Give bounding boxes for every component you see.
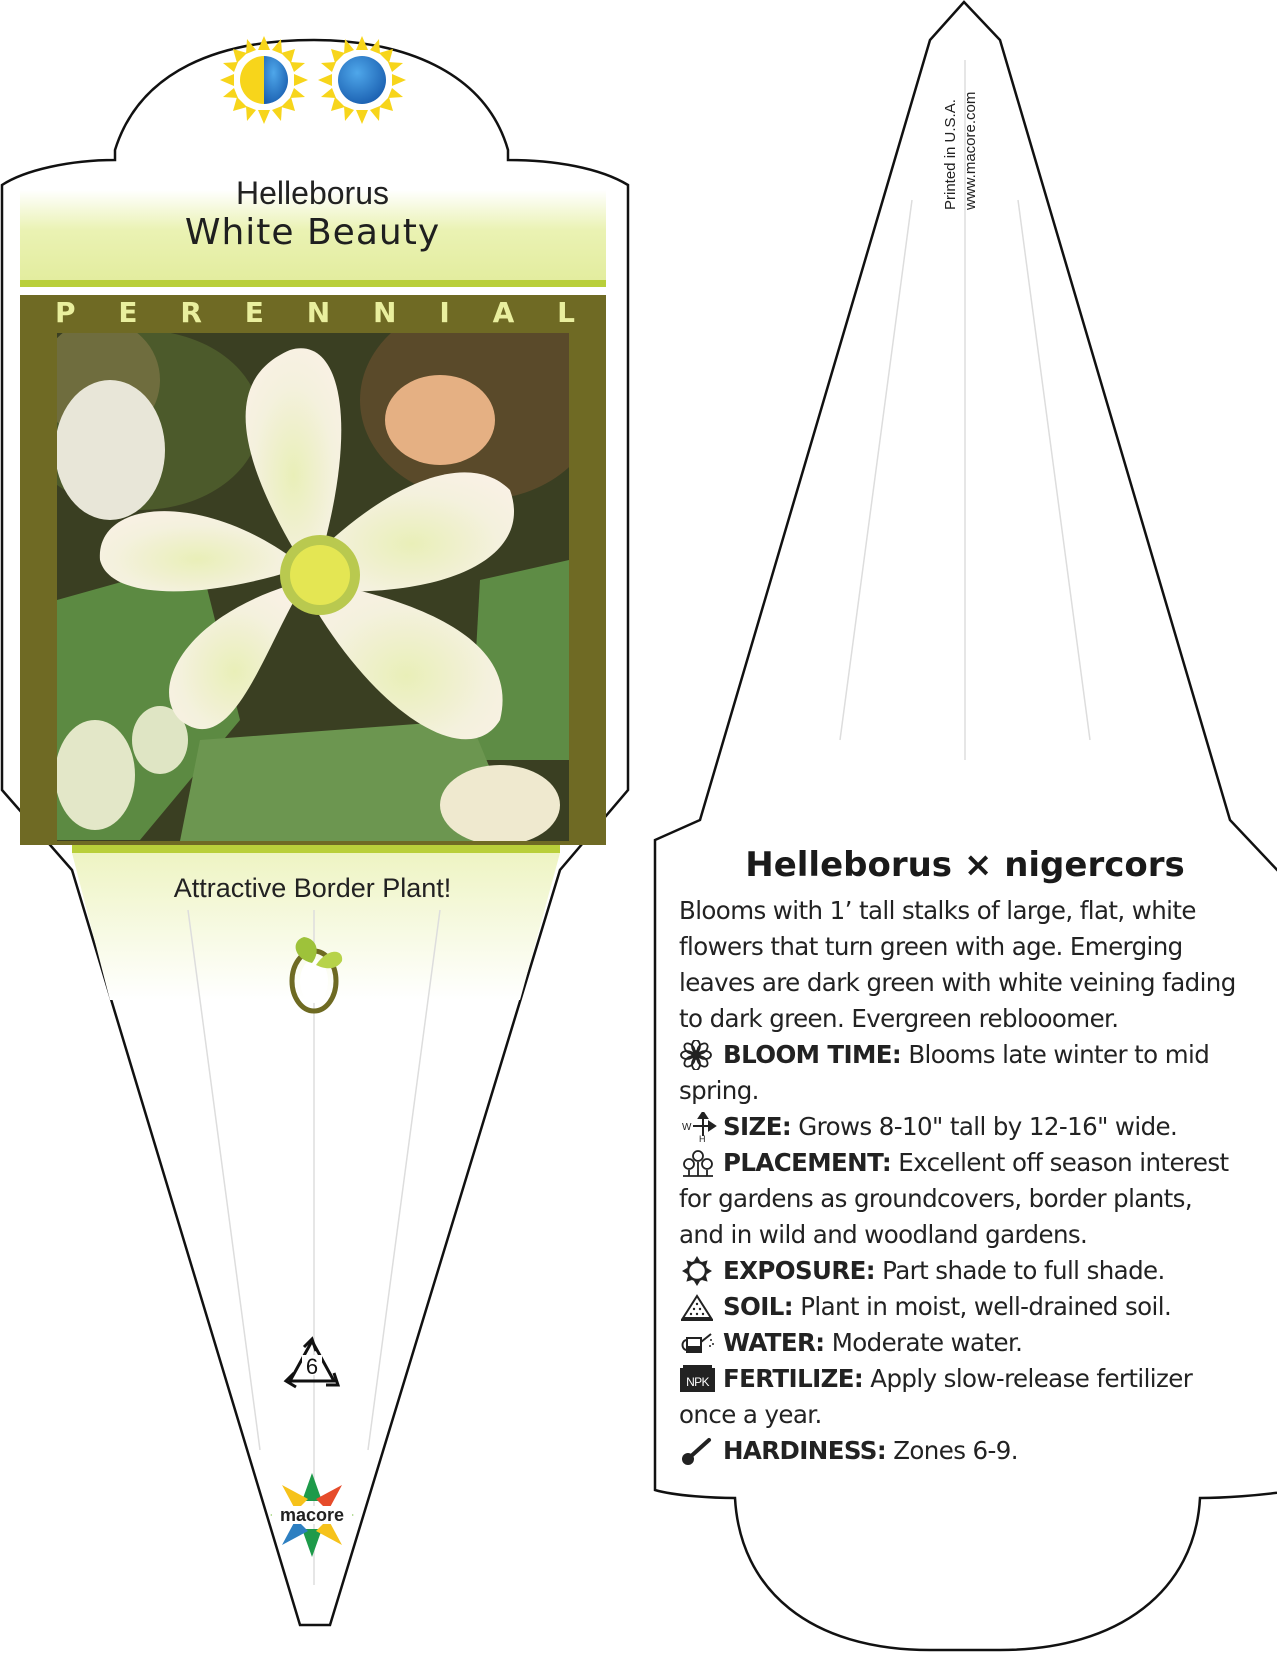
category-letter: N: [306, 296, 331, 329]
npk-label: NPK: [686, 1375, 709, 1389]
attr-text: Apply slow-release fertilizer once a year.: [679, 1364, 1193, 1429]
attr-label: BLOOM TIME:: [723, 1040, 902, 1069]
attr-text: Excellent off season interest for gardens as groundcovers, border plants, and in wild and woodland gardens.: [679, 1148, 1229, 1249]
npk-icon: [679, 1364, 717, 1394]
description: Blooms with 1’ tall stalks of large, flat, white flowers that turn green with age. Emerging leaves are dark green with white veining fading to dark green. Evergreen reblooomer.: [679, 896, 1236, 1033]
printed-info: [940, 50, 980, 210]
flower-bed-icon: [679, 1148, 717, 1178]
category-letter: N: [373, 296, 397, 329]
thermometer-icon: [679, 1436, 717, 1466]
plant-genus: Helleborus: [236, 175, 389, 211]
category-letter: I: [439, 296, 450, 329]
attr-text: Grows 8-10" tall by 12-16" wide.: [798, 1112, 1178, 1141]
attr-text: Blooms late winter to mid spring.: [679, 1040, 1210, 1105]
lower-band: [72, 845, 560, 853]
attr-label: PLACEMENT:: [723, 1148, 892, 1177]
header-band: [20, 280, 606, 287]
category-label: [55, 296, 575, 329]
attr-text: Part shade to full shade.: [882, 1256, 1165, 1285]
recycle-icon: [282, 1335, 342, 1395]
website: www.macore.com: [962, 91, 979, 210]
category-letter: P: [55, 296, 76, 329]
flower-icon: [679, 1040, 717, 1070]
tagline: Attractive Border Plant!: [173, 873, 452, 903]
attr-label: HARDINESS:: [723, 1436, 887, 1465]
category-letter: E: [118, 296, 138, 329]
resin-code: 6: [305, 1354, 319, 1379]
svg-text:W: W: [682, 1122, 691, 1133]
attr-water: [679, 1325, 1239, 1361]
category-letter: E: [244, 296, 264, 329]
attr-text: Zones 6-9.: [893, 1436, 1018, 1465]
flower-photo: [20, 300, 600, 845]
attr-text: Plant in moist, well-drained soil.: [800, 1292, 1172, 1321]
attr-text: Moderate water.: [831, 1328, 1023, 1357]
description-block: [679, 893, 1239, 1469]
category-letter: L: [557, 296, 575, 329]
category-letter: R: [180, 296, 202, 329]
sun-part-shade-icon: [220, 36, 308, 124]
category-letter: A: [492, 296, 515, 329]
size-arrows-icon: [679, 1112, 717, 1142]
attr-exposure: [679, 1253, 1239, 1289]
watering-can-icon: [679, 1328, 717, 1358]
attr-label: WATER:: [723, 1328, 825, 1357]
printed-origin: Printed in U.S.A.: [942, 99, 959, 210]
attr-label: SOIL:: [723, 1292, 793, 1321]
attr-placement: [679, 1145, 1239, 1253]
sun-icon: [679, 1256, 717, 1286]
attr-soil: [679, 1289, 1239, 1325]
botanical-name: Helleborus × nigercors: [745, 845, 1185, 885]
plant-cultivar: White Beauty: [184, 212, 441, 253]
soil-icon: [679, 1292, 717, 1322]
brand-logo: [265, 1468, 360, 1563]
attr-bloom-time: [679, 1037, 1239, 1109]
svg-text:H: H: [699, 1134, 705, 1142]
attr-size: [679, 1109, 1239, 1145]
sun-full-shade-icon: [318, 36, 406, 124]
attr-label: EXPOSURE:: [723, 1256, 875, 1285]
attr-fertilize: [679, 1361, 1239, 1433]
brand-name: macore: [279, 1505, 345, 1525]
attr-hardiness: [679, 1433, 1239, 1469]
attr-label: SIZE:: [723, 1112, 792, 1141]
attr-label: FERTILIZE:: [723, 1364, 864, 1393]
